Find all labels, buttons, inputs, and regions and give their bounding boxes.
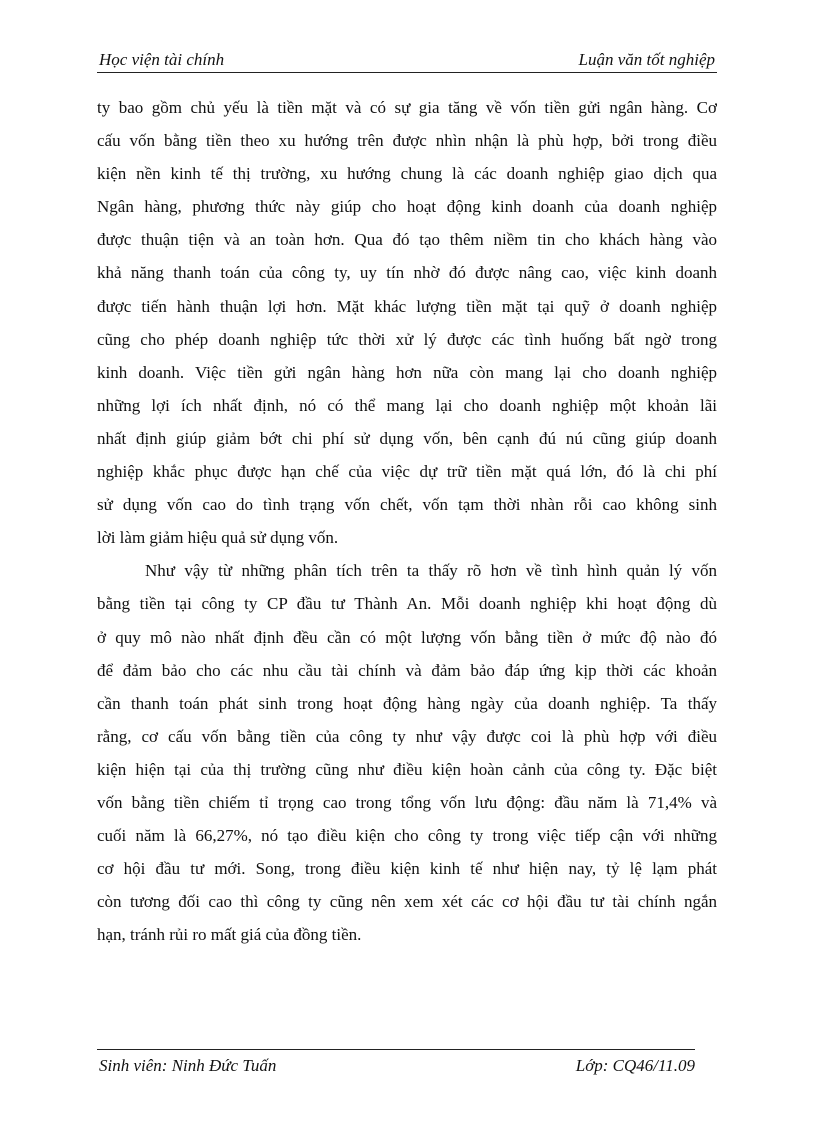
text-line: được thuận tiện và an toàn hơn. Qua đó tạo thêm niềm tin cho khách hàng vào	[97, 230, 717, 250]
body-text	[97, 91, 717, 951]
text-line: Như vậy từ những phân tích trên ta thấy rõ hơn về tình hình quản lý vốn	[145, 561, 717, 581]
text-line: hạn, tránh rủi ro mất giá của đồng tiền.	[97, 925, 362, 945]
text-line: cấu vốn bằng tiền theo xu hướng trên được nhìn nhận là phù hợp, bởi trong điều	[97, 131, 717, 151]
text-line: những lợi ích nhất định, nó có thể mang lại cho doanh nghiệp một khoản lãi	[97, 395, 717, 415]
text-line: nghiệp khắc phục được hạn chế của việc dự trữ tiền mặt quá lớn, đó là chi phí	[97, 462, 717, 482]
text-line: để đảm bảo cho các nhu cầu tài chính và đảm bảo đáp ứng kịp thời các khoản	[97, 660, 717, 680]
text-line: cũng cho phép doanh nghiệp tức thời xử lý được các tình huống bất ngờ trong	[97, 329, 717, 349]
text-line: sử dụng vốn cao do tình trạng vốn chết, vốn tạm thời nhàn rỗi cao không sinh	[97, 495, 717, 515]
footer-class: Lớp: CQ46/11.09	[575, 1056, 695, 1075]
text-line: Ngân hàng, phương thức này giúp cho hoạt động kinh doanh của doanh nghiệp	[97, 197, 717, 217]
text-line: ở quy mô nào nhất định đều cần có một lượng vốn bằng tiền ở mức độ nào đó	[97, 627, 717, 647]
text-line: nhất định giúp giảm bớt chi phí sử dụng vốn, bên cạnh đú nú cũng giúp doanh	[97, 428, 717, 448]
text-line: rằng, cơ cấu vốn bằng tiền của công ty như vậy được coi là phù hợp với điều	[97, 726, 717, 746]
text-line: khả năng thanh toán của công ty, uy tín nhờ đó được nâng cao, việc kinh doanh	[97, 263, 717, 283]
text-line: kiện nền kinh tế thị trường, xu hướng chung là các doanh nghiệp giao dịch qua	[97, 164, 717, 184]
text-line: cuối năm là 66,27%, nó tạo điều kiện cho công ty trong việc tiếp cận với những	[97, 826, 717, 846]
text-line: ty bao gồm chủ yếu là tiền mặt và có sự gia tăng về vốn tiền gửi ngân hàng. Cơ	[97, 98, 717, 117]
text-line: vốn bằng tiền chiếm tỉ trọng cao trong tổng vốn lưu động: đầu năm là 71,4% và	[97, 792, 717, 812]
text-line: lời làm giảm hiệu quả sử dụng vốn.	[97, 528, 339, 548]
text-line: còn tương đối cao thì công ty cũng nên xem xét các cơ hội đầu tư tài chính ngắn	[97, 892, 717, 912]
page-footer	[97, 1049, 695, 1076]
text-line: kinh doanh. Việc tiền gửi ngân hàng hơn nữa còn mang lại cho doanh nghiệp	[97, 362, 717, 382]
header-document-type: Luận văn tốt nghiệp	[578, 50, 715, 69]
text-line: cơ hội đầu tư mới. Song, trong điều kiện kinh tế như hiện nay, tỷ lệ lạm phát	[97, 859, 717, 879]
header-institution: Học viện tài chính	[99, 50, 225, 69]
page-header	[97, 48, 717, 73]
text-line: kiện hiện tại của thị trường cũng như điều kiện hoàn cảnh của công ty. Đặc biệt	[97, 759, 717, 779]
footer-student-name: Sinh viên: Ninh Đức Tuấn	[99, 1056, 277, 1075]
text-line: cần thanh toán phát sinh trong hoạt động hàng ngày của doanh nghiệp. Ta thấy	[97, 693, 717, 713]
text-line: được tiến hành thuận lợi hơn. Mặt khác lượng tiền mặt tại quỹ ở doanh nghiệp	[97, 296, 717, 316]
text-line: bằng tiền tại công ty CP đầu tư Thành An. Mỗi doanh nghiệp khi hoạt động dù	[97, 594, 717, 614]
